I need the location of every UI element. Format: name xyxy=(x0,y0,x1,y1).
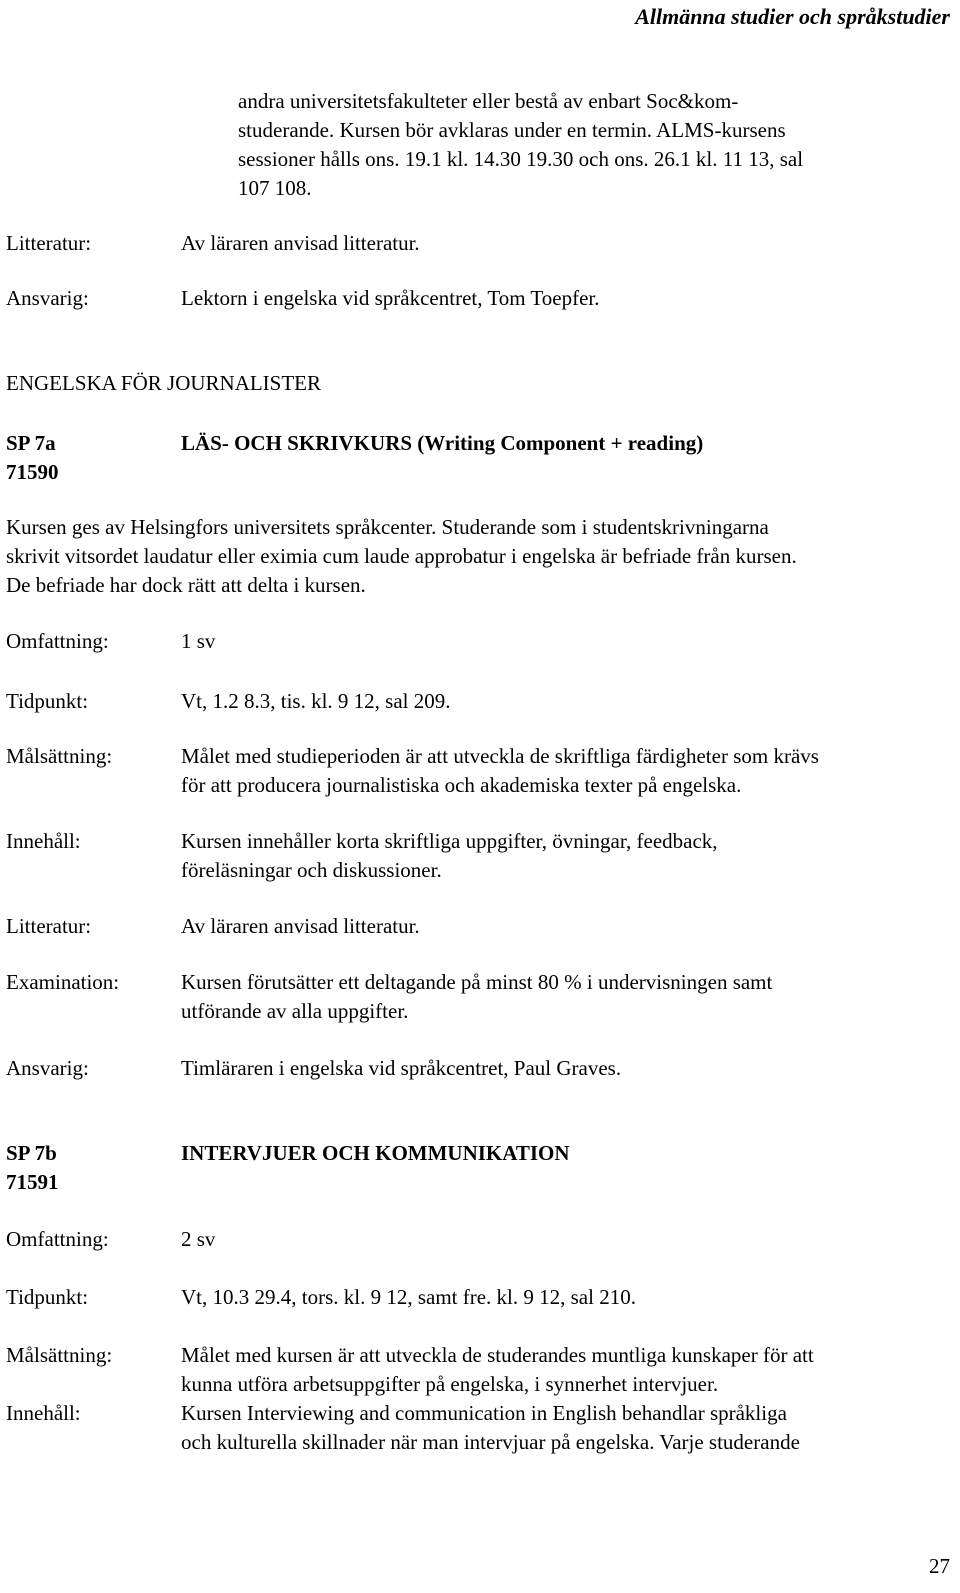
course-7b-title: INTERVJUER OCH KOMMUNIKATION xyxy=(181,1141,570,1165)
course-7a-innehall-line-2: föreläsningar och diskussioner. xyxy=(181,858,442,882)
intro-line-1: andra universitetsfakulteter eller bestå av enbart Soc&kom- xyxy=(238,89,739,113)
course-7a-innehall-label: Innehåll: xyxy=(6,829,81,853)
course-7a-ansvarig-label: Ansvarig: xyxy=(6,1056,89,1080)
course-7a-examination-label: Examination: xyxy=(6,970,120,994)
course-7b-tidpunkt-label: Tidpunkt: xyxy=(6,1285,89,1309)
page-number: 27 xyxy=(929,1554,950,1578)
course-7a-tidpunkt-value: Vt, 1.2 8.3, tis. kl. 9 12, sal 209. xyxy=(181,689,451,713)
intro-litteratur-value: Av läraren anvisad litteratur. xyxy=(181,231,420,255)
course-7a-examination-line-2: utförande av alla uppgifter. xyxy=(181,999,409,1023)
course-7a-innehall-line-1: Kursen innehåller korta skriftliga uppgifter, övningar, feedback, xyxy=(181,829,718,853)
intro-line-3: sessioner hålls ons. 19.1 kl. 14.30 19.30 och ons. 26.1 kl. 11 13, sal xyxy=(238,147,804,171)
course-7a-malsattning-line-1: Målet med studieperioden är att utveckla de skriftliga färdigheter som krävs xyxy=(181,744,819,768)
intro-line-4: 107 108. xyxy=(238,176,312,200)
course-7a-examination-line-1: Kursen förutsätter ett deltagande på minst 80 % i undervisningen samt xyxy=(181,970,773,994)
course-7b-malsattning-label: Målsättning: xyxy=(6,1343,113,1367)
course-7a-desc-line-1: Kursen ges av Helsingfors universitets språkcenter. Studerande som i studentskrivningarna xyxy=(6,515,769,539)
course-7a-litteratur-value: Av läraren anvisad litteratur. xyxy=(181,914,420,938)
course-7b-tidpunkt-value: Vt, 10.3 29.4, tors. kl. 9 12, samt fre. kl. 9 12, sal 210. xyxy=(181,1285,636,1309)
course-7b-innehall-label: Innehåll: xyxy=(6,1401,81,1425)
course-7a-tidpunkt-label: Tidpunkt: xyxy=(6,689,89,713)
intro-litteratur-label: Litteratur: xyxy=(6,231,92,255)
course-7b-innehall-line-2: och kulturella skillnader när man intervjuar på engelska. Varje studerande xyxy=(181,1430,800,1454)
course-7b-malsattning-line-2: kunna utföra arbetsuppgifter på engelska, i synnerhet intervjuer. xyxy=(181,1372,719,1396)
course-7a-omfattning-value: 1 sv xyxy=(181,629,216,653)
course-7a-number: 71590 xyxy=(6,460,59,484)
intro-line-2: studerande. Kursen bör avklaras under en termin. ALMS-kursens xyxy=(238,118,786,142)
running-header: Allmänna studier och språkstudier xyxy=(635,4,950,29)
course-7b-omfattning-value: 2 sv xyxy=(181,1227,216,1251)
intro-ansvarig-value: Lektorn i engelska vid språkcentret, Tom Toepfer. xyxy=(181,286,600,310)
course-7a-desc-line-3: De befriade har dock rätt att delta i kursen. xyxy=(6,573,366,597)
section-title: ENGELSKA FÖR JOURNALISTER xyxy=(6,371,322,395)
course-7b-omfattning-label: Omfattning: xyxy=(6,1227,109,1251)
course-7a-desc-line-2: skrivit vitsordet laudatur eller eximia cum laude approbatur i engelska är befriade från kursen. xyxy=(6,544,797,568)
course-7b-number: 71591 xyxy=(6,1170,59,1194)
course-7b-malsattning-line-1: Målet med kursen är att utveckla de studerandes muntliga kunskaper för att xyxy=(181,1343,814,1367)
course-7a-litteratur-label: Litteratur: xyxy=(6,914,92,938)
course-7b-innehall-line-1: Kursen Interviewing and communication in English behandlar språkliga xyxy=(181,1401,787,1425)
course-7a-ansvarig-value: Timläraren i engelska vid språkcentret, Paul Graves. xyxy=(181,1056,622,1080)
course-7a-code: SP 7a xyxy=(6,431,56,455)
course-7a-title: LÄS- OCH SKRIVKURS (Writing Component + reading) xyxy=(181,431,704,455)
course-7a-omfattning-label: Omfattning: xyxy=(6,629,109,653)
intro-ansvarig-label: Ansvarig: xyxy=(6,286,89,310)
course-7a-malsattning-line-2: för att producera journalistiska och akademiska texter på engelska. xyxy=(181,773,742,797)
course-7a-malsattning-label: Målsättning: xyxy=(6,744,113,768)
course-7b-code: SP 7b xyxy=(6,1141,57,1165)
